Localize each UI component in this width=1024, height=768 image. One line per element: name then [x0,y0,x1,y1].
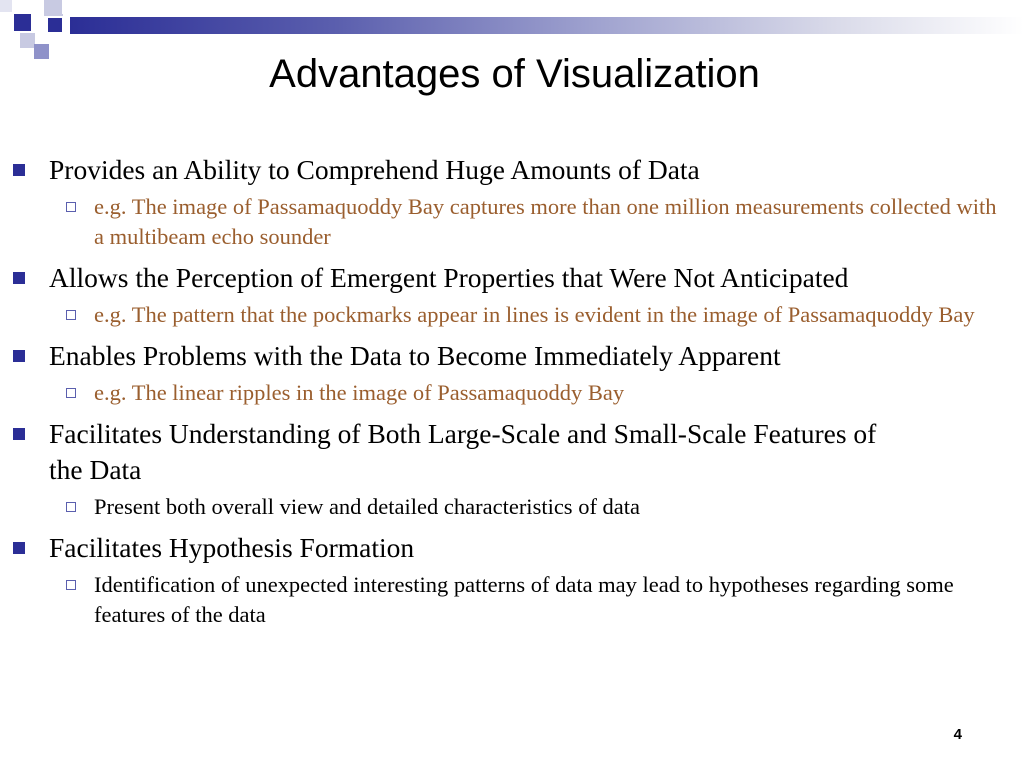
decor-square [14,14,31,31]
square-bullet-icon [13,272,25,284]
sub-bullet-text: e.g. The image of Passamaquoddy Bay captures more than one million measurements collected with a multibeam echo sounder [94,194,997,249]
decor-square [48,18,62,32]
bullet-list [0,152,1024,630]
hollow-square-bullet-icon [66,388,76,398]
bullet-text: Enables Problems with the Data to Become Immediately Apparent [49,340,781,371]
bullet-group [0,260,1024,330]
sub-bullet-text: e.g. The linear ripples in the image of Passamaquoddy Bay [94,380,625,405]
sub-bullet-text: Identification of unexpected interesting patterns of data may lead to hypotheses regarding some features of the data [94,572,954,627]
decor-square [0,0,12,12]
bullet-group [0,338,1024,408]
hollow-square-bullet-icon [66,502,76,512]
hollow-square-bullet-icon [66,310,76,320]
sub-bullet-text: e.g. The pattern that the pockmarks appear in lines is evident in the image of Passamaquoddy Bay [94,302,975,327]
sub-bullet-item [0,192,1004,252]
bullet-item [0,260,909,296]
header-gradient-bar [70,17,1024,34]
bullet-group [0,416,1024,522]
page-number: 4 [953,726,962,743]
hollow-square-bullet-icon [66,202,76,212]
bullet-item [0,338,909,374]
decor-square [44,0,63,16]
sub-bullet-text: Present both overall view and detailed characteristics of data [94,494,641,519]
hollow-square-bullet-icon [66,580,76,590]
sub-bullet-item [0,300,1004,330]
bullet-text: Facilitates Understanding of Both Large-Scale and Small-Scale Features of the Data [49,418,877,485]
decor-square [20,33,35,48]
bullet-item [0,152,909,188]
sub-bullet-item [0,492,1004,522]
sub-bullet-item [0,378,1004,408]
bullet-item [0,416,909,488]
decor-square [62,0,76,14]
bullet-item [0,530,909,566]
bullet-group [0,152,1024,252]
sub-bullet-item [0,570,1004,630]
bullet-group [0,530,1024,630]
bullet-text: Allows the Perception of Emergent Properties that Were Not Anticipated [49,262,849,293]
bullet-text: Facilitates Hypothesis Formation [49,532,415,563]
bullet-text: Provides an Ability to Comprehend Huge Amounts of Data [49,154,700,185]
slide-title: Advantages of Visualization [269,52,760,96]
square-bullet-icon [13,164,25,176]
square-bullet-icon [13,428,25,440]
square-bullet-icon [13,542,25,554]
square-bullet-icon [13,350,25,362]
